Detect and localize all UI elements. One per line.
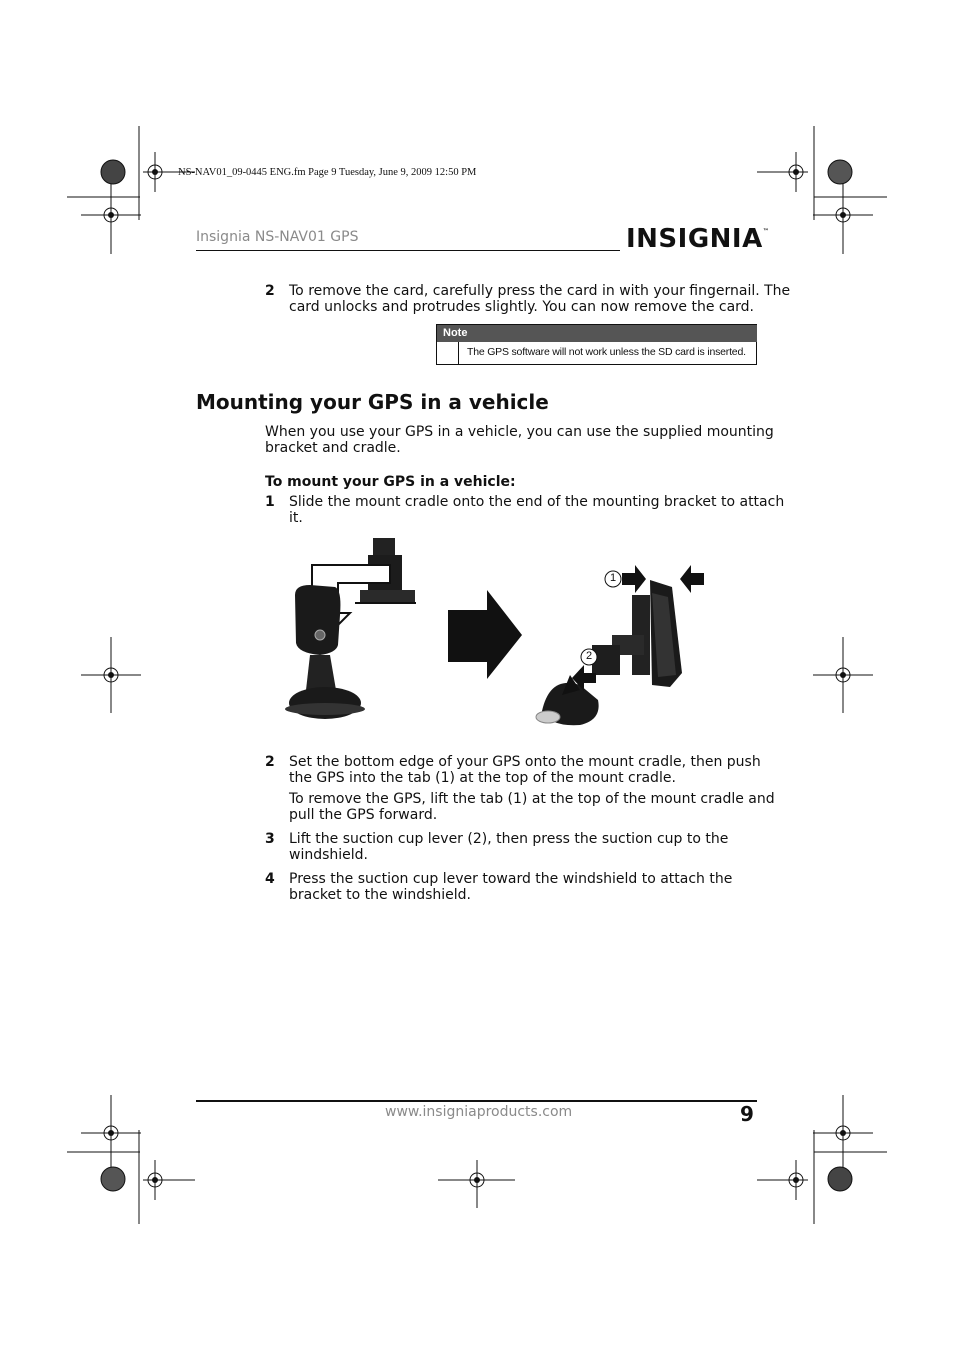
- step-text-line: Lift the suction cup lever (2), then press the suction cup to the: [289, 831, 729, 847]
- note-side-cell: [437, 342, 459, 365]
- cradle-mount-drawing: [285, 538, 416, 719]
- step-text-line: windshield.: [289, 847, 368, 863]
- step-text-line: it.: [289, 510, 303, 526]
- step-text-line: To remove the card, carefully press the card in with your fingernail. The: [289, 283, 791, 299]
- intro-line: When you use your GPS in a vehicle, you can use the supplied mounting: [265, 424, 774, 440]
- logo-text: INSIGNIA: [626, 224, 763, 254]
- header-title: Insignia NS-NAV01 GPS: [196, 229, 359, 245]
- note-text: The GPS software will not work unless the SD card is inserted.: [467, 346, 746, 358]
- step-sub-line: pull the GPS forward.: [289, 807, 438, 823]
- step-text-line: card unlocks and protrudes slightly. You can now remove the card.: [289, 299, 755, 315]
- print-info-line: NS-NAV01_09-0445 ENG.fm Page 9 Tuesday, June 9, 2009 12:50 PM: [178, 167, 477, 178]
- step-number: 2: [265, 754, 275, 770]
- step-text-line: Press the suction cup lever toward the windshield to attach the: [289, 871, 733, 887]
- step-text-line: the GPS into the tab (1) at the top of the mount cradle.: [289, 770, 676, 786]
- page-number: 9: [740, 1102, 754, 1126]
- gps-on-mount-drawing: [536, 565, 704, 725]
- step-text-line: Set the bottom edge of your GPS onto the mount cradle, then push: [289, 754, 761, 770]
- note-header-bar: [437, 325, 757, 342]
- step-number: 4: [265, 871, 275, 887]
- header-rule: [196, 250, 620, 251]
- step-text-line: bracket to the windshield.: [289, 887, 472, 903]
- callout-2-label: 2: [585, 650, 593, 662]
- section-title: Mounting your GPS in a vehicle: [196, 390, 549, 414]
- step-number: 1: [265, 494, 275, 510]
- mounting-illustration: [280, 535, 720, 744]
- step-text-line: Slide the mount cradle onto the end of the mounting bracket to attach: [289, 494, 785, 510]
- footer-rule: [196, 1100, 757, 1102]
- intro-line: bracket and cradle.: [265, 440, 401, 456]
- step-sub-line: To remove the GPS, lift the tab (1) at the top of the mount cradle and: [289, 791, 775, 807]
- transition-arrow-icon: [448, 590, 522, 679]
- step-number: 2: [265, 283, 275, 299]
- footer-url[interactable]: www.insigniaproducts.com: [385, 1104, 573, 1120]
- note-label: Note: [443, 327, 468, 339]
- step-number: 3: [265, 831, 275, 847]
- note-box: [436, 324, 757, 365]
- insignia-logo: [626, 224, 769, 254]
- logo-tm: ™: [762, 228, 770, 235]
- callout-1-label: 1: [609, 572, 617, 584]
- procedure-title: To mount your GPS in a vehicle:: [265, 474, 516, 490]
